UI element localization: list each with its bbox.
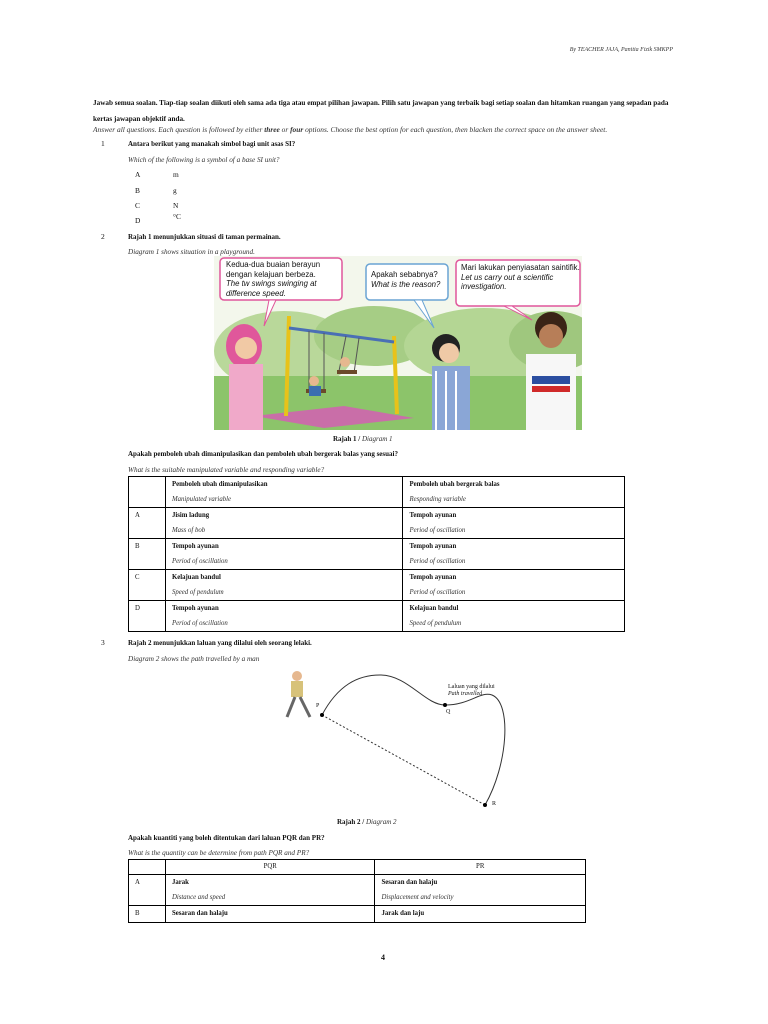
diagram-1-playground xyxy=(214,256,582,430)
instructions-english: Answer all questions. Each question is followed by either three or four options. Choose the best option for each question, then blacken the correct space on the answer sheet. xyxy=(93,125,608,134)
speech-bubble-left xyxy=(226,260,344,298)
point-q-label: Q xyxy=(446,709,451,715)
speech-bubble-left-english: The tw swings swinging at difference speed. xyxy=(226,279,317,298)
question-3-malay: Rajah 2 menunjukkan laluan yang dilalui oleh seorang lelaki. xyxy=(128,639,312,647)
table-header-row: Pemboleh ubah dimanipulasikan Manipulated variable Pemboleh ubah bergerak balas Responding variable xyxy=(129,477,625,508)
page-number: 4 xyxy=(381,953,385,962)
question-1-number: 1 xyxy=(101,139,105,148)
q1-option-c-letter: C xyxy=(135,201,140,210)
question-1-english: Which of the following is a symbol of a base SI unit? xyxy=(128,156,280,164)
diagram-2-path xyxy=(280,665,530,815)
question-2-prompt-malay: Apakah pemboleh ubah dimanipulasikan dan pemboleh ubah bergerak balas yang sesuai? xyxy=(128,450,398,458)
diagram-1-caption: Rajah 1 / Diagram 1 xyxy=(333,435,393,443)
q1-option-c-text: N xyxy=(173,201,179,210)
question-3-prompt-english: What is the quantity can be determine from path PQR and PR? xyxy=(128,849,310,857)
speech-bubble-middle xyxy=(371,270,451,290)
table-row: C Kelajuan bandul Speed of pendulum Tempoh ayunan Period of oscillation xyxy=(129,570,625,601)
path-label-english: Path travelled xyxy=(448,691,483,697)
q1-option-a-letter: A xyxy=(135,170,141,179)
question-2-number: 2 xyxy=(101,232,105,241)
speech-bubble-right-english: Let us carry out a scientific investigation. xyxy=(461,272,554,292)
q1-option-a-text: m xyxy=(173,170,179,179)
question-1-malay: Antara berikut yang manakah simbol bagi unit asas SI? xyxy=(128,140,296,148)
q1-option-d-letter: D xyxy=(135,216,141,225)
table-row: D Tempoh ayunan Period of oscillation Kelajuan bandul Speed of pendulum xyxy=(129,601,625,632)
emphasis-four: four xyxy=(290,125,304,134)
emphasis-three: three xyxy=(264,125,280,134)
q1-option-b-letter: B xyxy=(135,186,140,195)
question-3-answer-table xyxy=(128,859,586,923)
q1-option-d-text: °C xyxy=(173,212,181,221)
speech-bubble-left-malay: Kedua-dua buaian berayun dengan kelajuan berbeza. xyxy=(226,260,321,279)
page-header: By TEACHER JAJA, Panitia Fizik SMKPP xyxy=(569,47,673,53)
table-row: A Jisim ladung Mass of bob Tempoh ayunan Period of oscillation xyxy=(129,508,625,539)
question-2-answer-table xyxy=(128,476,625,632)
q1-option-b-text: g xyxy=(173,186,177,195)
speech-bubble-right xyxy=(461,263,581,292)
question-3-english: Diagram 2 shows the path travelled by a man xyxy=(128,655,260,663)
speech-bubble-middle-malay: Apakah sebabnya? xyxy=(371,270,438,279)
diagram-2-caption: Rajah 2 / Diagram 2 xyxy=(337,818,397,826)
table-row: B Sesaran dan halaju Jarak dan laju xyxy=(129,906,586,923)
point-r-label: R xyxy=(492,801,497,807)
table-row: B Tempoh ayunan Period of oscillation Tempoh ayunan Period of oscillation xyxy=(129,539,625,570)
question-2-malay: Rajah 1 menunjukkan situasi di taman permainan. xyxy=(128,233,281,241)
instructions-malay: Jawab semua soalan. Tiap-tiap soalan diikuti oleh sama ada tiga atau empat pilihan jawapan. Pilih satu jawapan yang terbaik bagi setiap soalan dan hitamkan ruangan yang sepadan pada kertas jawapan objektif anda. xyxy=(93,99,669,123)
question-2-english: Diagram 1 shows situation in a playground. xyxy=(128,248,255,256)
point-p-label: P xyxy=(316,703,320,709)
table-row: A Jarak Distance and speed Sesaran dan halaju Displacement and velocity xyxy=(129,875,586,906)
table-header-row: PQR PR xyxy=(129,860,586,875)
path-label-malay: Laluan yang dilalui xyxy=(448,684,495,690)
question-3-prompt-malay: Apakah kuantiti yang boleh ditentukan dari laluan PQR dan PR? xyxy=(128,834,325,842)
path-label xyxy=(448,684,495,698)
speech-bubble-middle-english: What is the reason? xyxy=(371,280,441,289)
speech-bubble-right-malay: Mari lakukan penyiasatan saintifik. xyxy=(461,263,580,272)
question-2-prompt-english: What is the suitable manipulated variable and responding variable? xyxy=(128,466,325,474)
question-3-number: 3 xyxy=(101,638,105,647)
